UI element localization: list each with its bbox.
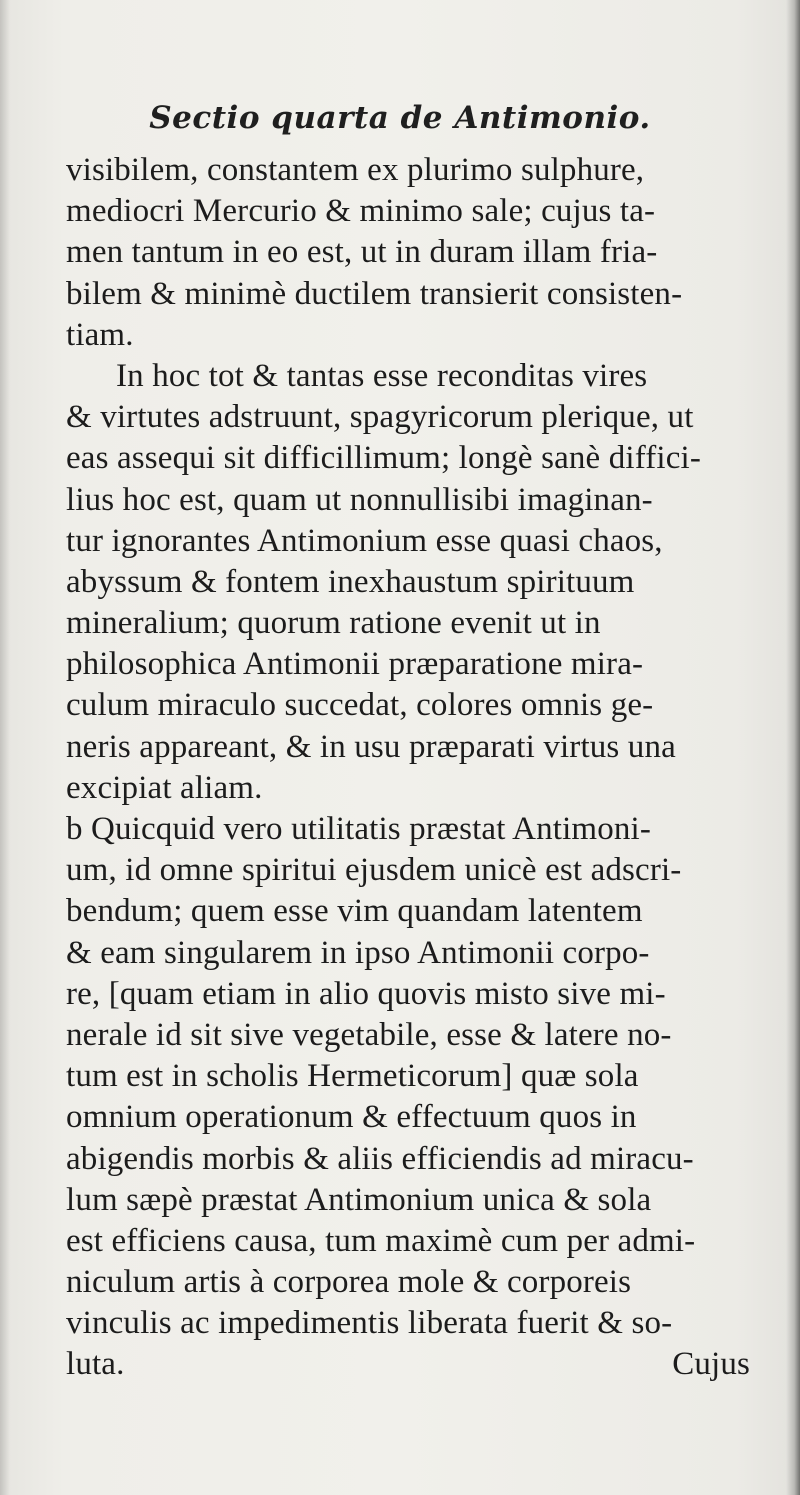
text-line: eas assequi sit difficillimum; longè sanè diffici-: [66, 440, 701, 477]
text-line: culum miraculo succedat, colores omnis ge-: [66, 687, 654, 724]
text-line: & virtutes adstruunt, spagyricorum plerique, ut: [66, 399, 694, 436]
text-line: re, [quam etiam in alio quovis misto sive mi-: [66, 975, 666, 1012]
text-line: bendum; quem esse vim quandam latentem: [66, 893, 643, 930]
text-line: um, id omne spiritui ejusdem unicè est adscri-: [66, 852, 682, 889]
text-line: neris appareant, & in usu præparati virtus una: [66, 728, 676, 765]
text-line: lum sæpè præstat Antimonium unica & sola: [66, 1181, 652, 1218]
text-line: est efficiens causa, tum maximè cum per admi-: [66, 1222, 696, 1259]
text-line: excipiat aliam.: [66, 769, 263, 806]
text-line: luta.: [66, 1346, 125, 1383]
running-head: Sectio quarta de Antimonio.: [149, 100, 651, 136]
text-line: visibilem, constantem ex plurimo sulphure,: [66, 152, 645, 188]
text-line: bilem & minimè ductilem transierit consisten-: [66, 275, 683, 312]
text-line: In hoc tot & tantas esse reconditas vires: [116, 357, 648, 394]
page-gutter-shadow: [0, 0, 10, 1495]
text-line: niculum artis à corporea mole & corporeis: [66, 1264, 632, 1301]
text-line: lius hoc est, quam ut nonnullisibi imaginan-: [66, 481, 653, 518]
text-line: mediocri Mercurio & minimo sale; cujus ta-: [66, 193, 656, 230]
text-line: tum est in scholis Hermeticorum] quæ sola: [66, 1058, 639, 1095]
text-line: mineralium; quorum ratione evenit ut in: [66, 605, 601, 642]
text-line: tiam.: [66, 316, 134, 353]
text-line: abigendis morbis & aliis efficiendis ad miracu-: [66, 1140, 694, 1177]
text-line: vinculis ac impedimentis liberata fuerit & so-: [66, 1305, 673, 1342]
body-text: [66, 150, 786, 1386]
text-line: tur ignorantes Antimonium esse quasi chaos,: [66, 522, 663, 559]
text-line: philosophica Antimonii præparatione mira-: [66, 646, 644, 683]
last-text-line: [66, 1344, 786, 1385]
catchword: Cujus: [672, 1346, 750, 1383]
text-line: omnium operationum & effectuum quos in: [66, 1099, 637, 1136]
text-line: b Quicquid vero utilitatis præstat Antimoni-: [66, 811, 651, 847]
page-edge-shadow: [786, 0, 800, 1495]
text-line: men tantum in eo est, ut in duram illam fria-: [66, 234, 658, 271]
text-line: abyssum & fontem inexhaustum spirituum: [66, 563, 635, 600]
text-line: & eam singularem in ipso Antimonii corpo-: [66, 934, 650, 971]
text-line: nerale id sit sive vegetabile, esse & latere no-: [66, 1016, 672, 1053]
